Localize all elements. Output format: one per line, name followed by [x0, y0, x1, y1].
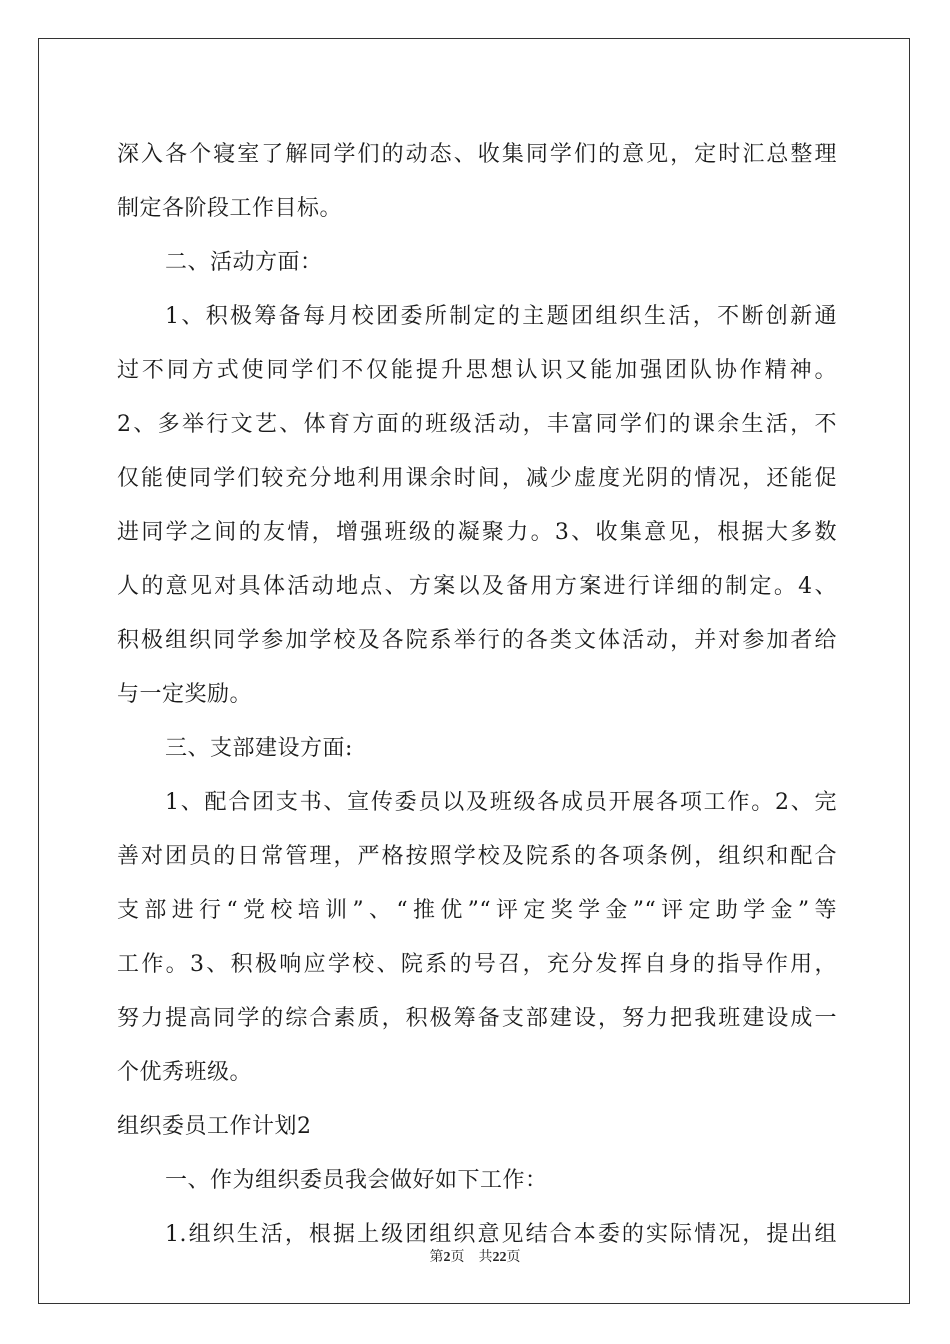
- paragraph-line: 过不同方式使同学们不仅能提升思想认识又能加强团队协作精神。: [117, 358, 837, 383]
- total-prefix: 共: [478, 1250, 493, 1265]
- page-prefix: 第: [429, 1250, 444, 1265]
- paragraph-line: 善对团员的日常管理，严格按照学校及院系的各项条例，组织和配合: [117, 844, 837, 869]
- document-body: [117, 128, 837, 1262]
- total-unit: 页: [506, 1250, 521, 1265]
- section-heading: 一、作为组织委员我会做好如下工作：: [165, 1168, 548, 1193]
- document-title: 组织委员工作计划2: [117, 1114, 312, 1139]
- paragraph-line: 人的意见对具体活动地点、方案以及备用方案进行详细的制定。4、: [117, 574, 837, 599]
- total-page-count: 22: [492, 1250, 507, 1265]
- current-page-number: 2: [443, 1250, 451, 1265]
- section-heading: 二、活动方面：: [165, 250, 323, 275]
- paragraph-line: 深入各个寝室了解同学们的动态、收集同学们的意见，定时汇总整理: [117, 142, 837, 167]
- paragraph-line: 1、积极筹备每月校团委所制定的主题团组织生活，不断创新通: [165, 304, 837, 329]
- paragraph-line: 工作。3、积极响应学校、院系的号召，充分发挥自身的指导作用，: [117, 952, 837, 977]
- paragraph-line: 2、多举行文艺、体育方面的班级活动，丰富同学们的课余生活，不: [117, 412, 837, 437]
- paragraph-line: 个优秀班级。: [117, 1060, 253, 1085]
- paragraph-line: 仅能使同学们较充分地利用课余时间，减少虚度光阴的情况，还能促: [117, 466, 837, 491]
- page-footer: [0, 1246, 950, 1266]
- paragraph-line: 1.组织生活，根据上级团组织意见结合本委的实际情况，提出组: [165, 1222, 837, 1247]
- paragraph-line: 制定各阶段工作目标。: [117, 196, 343, 221]
- paragraph-line: 1、配合团支书、宣传委员以及班级各成员开展各项工作。2、完: [165, 790, 837, 815]
- paragraph-line: 进同学之间的友情，增强班级的凝聚力。3、收集意见，根据大多数: [117, 520, 837, 545]
- paragraph-line: 与一定奖励。: [117, 682, 253, 707]
- section-heading: 三、支部建设方面:: [165, 736, 353, 761]
- paragraph-line: 支部进行“党校培训”、“推优”“评定奖学金”“评定助学金”等: [117, 898, 837, 923]
- page-unit: 页: [450, 1250, 465, 1265]
- paragraph-line: 积极组织同学参加学校及各院系举行的各类文体活动，并对参加者给: [117, 628, 837, 653]
- paragraph-line: 努力提高同学的综合素质，积极筹备支部建设，努力把我班建设成一: [117, 1006, 837, 1031]
